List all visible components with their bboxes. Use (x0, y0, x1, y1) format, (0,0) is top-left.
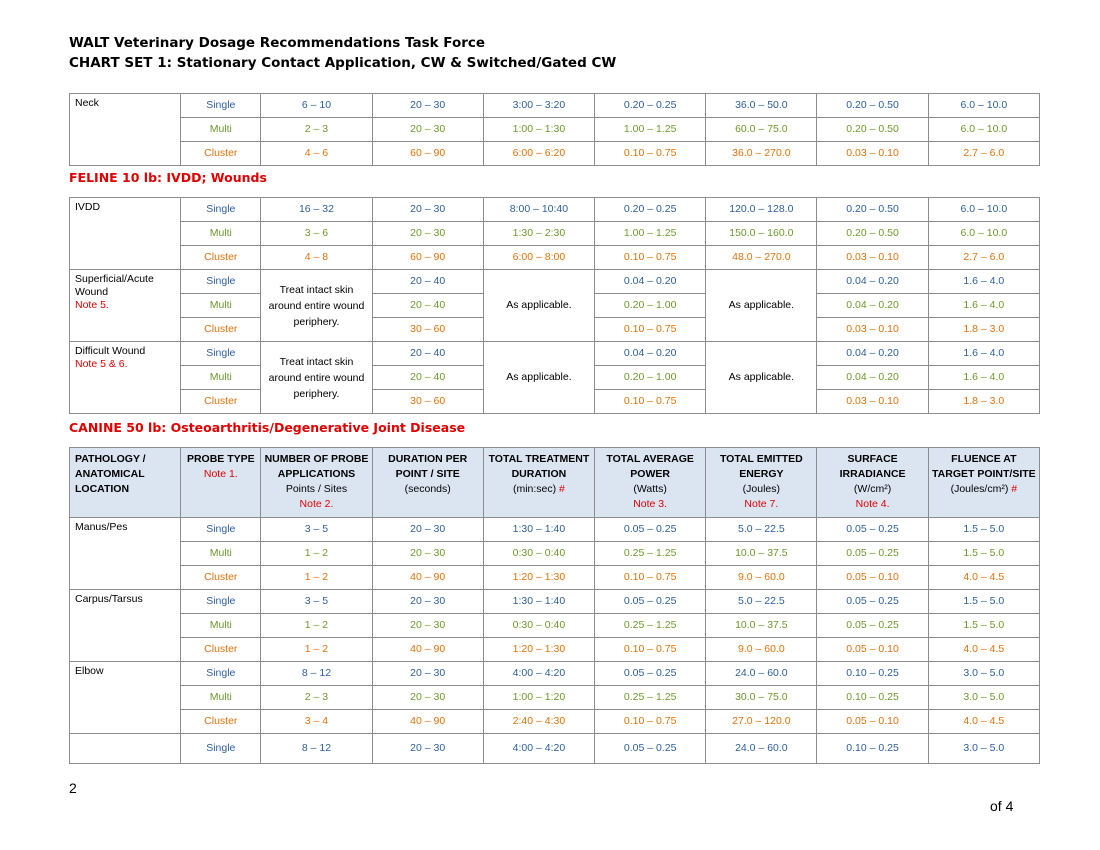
data-cell: 0.20 – 1.00 (595, 294, 706, 318)
table-header-row (70, 448, 1040, 518)
chart-set-title: CHART SET 1: Stationary Contact Application, CW & Switched/Gated CW (69, 55, 617, 71)
data-cell: 1:00 – 1:20 (483, 686, 594, 710)
pathology-label: Difficult Wound (75, 345, 146, 357)
data-cell: 1.5 – 5.0 (928, 518, 1039, 542)
header-label: PROBE TYPE (186, 453, 255, 465)
pathology-cell: Manus/Pes (70, 518, 181, 590)
data-cell: 1.6 – 4.0 (928, 366, 1039, 390)
data-cell: 5.0 – 22.5 (706, 518, 817, 542)
header-label: TOTAL EMITTED ENERGY (719, 453, 803, 480)
table-row (70, 710, 1040, 734)
data-cell: 1.6 – 4.0 (928, 342, 1039, 366)
data-cell: 0.03 – 0.10 (817, 246, 928, 270)
data-cell: 40 – 90 (372, 638, 483, 662)
probe-type-cell: Cluster (181, 390, 261, 414)
data-cell: 20 – 30 (372, 222, 483, 246)
data-cell: 0:30 – 0:40 (483, 614, 594, 638)
data-cell: 0.10 – 0.25 (817, 686, 928, 710)
data-cell: 9.0 – 60.0 (706, 638, 817, 662)
data-cell: 6.0 – 10.0 (928, 118, 1039, 142)
header-unit: (Joules) (742, 483, 781, 495)
data-cell: 0.10 – 0.75 (595, 566, 706, 590)
probe-type-cell: Cluster (181, 710, 261, 734)
pathology-note: Note 5 & 6. (75, 358, 128, 370)
table-row (70, 614, 1040, 638)
probe-type-cell: Multi (181, 118, 261, 142)
data-cell: 3 – 4 (261, 710, 372, 734)
data-cell: 3.0 – 5.0 (928, 686, 1039, 710)
header-emitted-energy (706, 448, 817, 518)
data-cell: 9.0 – 60.0 (706, 566, 817, 590)
probe-type-cell: Single (181, 342, 261, 366)
header-pathology: PATHOLOGY / ANATOMICAL LOCATION (70, 448, 181, 518)
data-cell: 1.5 – 5.0 (928, 614, 1039, 638)
header-note: Note 2. (299, 498, 334, 510)
data-cell: 1:20 – 1:30 (483, 566, 594, 590)
data-cell: 0.04 – 0.20 (595, 342, 706, 366)
header-note: Note 3. (633, 498, 668, 510)
data-cell: 10.0 – 37.5 (706, 614, 817, 638)
data-cell: 8 – 12 (261, 734, 372, 764)
header-unit: (Watts) (633, 483, 667, 495)
table-row (70, 342, 1040, 366)
data-cell: 0.20 – 0.50 (817, 118, 928, 142)
data-cell: 3.0 – 5.0 (928, 662, 1039, 686)
data-cell: 20 – 40 (372, 270, 483, 294)
data-cell: 36.0 – 50.0 (706, 94, 817, 118)
data-cell: 4 – 8 (261, 246, 372, 270)
table-row (70, 142, 1040, 166)
data-cell: 1.00 – 1.25 (595, 222, 706, 246)
pathology-cell (70, 342, 181, 414)
probe-type-cell: Multi (181, 222, 261, 246)
data-cell: 30 – 60 (372, 390, 483, 414)
header-label: SURFACE IRRADIANCE (839, 453, 906, 480)
data-cell: 20 – 30 (372, 614, 483, 638)
probe-type-cell: Single (181, 198, 261, 222)
probe-type-cell: Multi (181, 542, 261, 566)
page-header (69, 33, 616, 73)
data-cell: 0.04 – 0.20 (817, 294, 928, 318)
header-note: Note 7. (744, 498, 779, 510)
data-cell: 1 – 2 (261, 614, 372, 638)
data-cell: 0.03 – 0.10 (817, 318, 928, 342)
data-cell: 0.04 – 0.20 (595, 270, 706, 294)
data-cell: 6.0 – 10.0 (928, 198, 1039, 222)
header-probe-type (181, 448, 261, 518)
probe-type-cell: Cluster (181, 142, 261, 166)
page-of: of 4 (990, 798, 1014, 814)
data-cell: 20 – 30 (372, 94, 483, 118)
pathology-cell: Elbow (70, 662, 181, 734)
data-cell: 0.10 – 0.75 (595, 638, 706, 662)
data-cell: 3 – 6 (261, 222, 372, 246)
data-cell: 0.05 – 0.25 (595, 518, 706, 542)
data-cell: 0:30 – 0:40 (483, 542, 594, 566)
data-cell: 2:40 – 4:30 (483, 710, 594, 734)
data-cell: 0.20 – 0.25 (595, 94, 706, 118)
data-cell: 0.20 – 0.50 (817, 222, 928, 246)
data-cell: 1.8 – 3.0 (928, 390, 1039, 414)
data-cell: 5.0 – 22.5 (706, 590, 817, 614)
data-cell: 60.0 – 75.0 (706, 118, 817, 142)
data-cell: 1 – 2 (261, 542, 372, 566)
probe-type-cell: Multi (181, 686, 261, 710)
data-cell: 4.0 – 4.5 (928, 566, 1039, 590)
data-cell: 3 – 5 (261, 590, 372, 614)
table-row (70, 94, 1040, 118)
canine-table (69, 447, 1040, 764)
header-unit: (W/cm²) (853, 483, 892, 495)
data-cell: 0.10 – 0.25 (817, 662, 928, 686)
pathology-cell: Carpus/Tarsus (70, 590, 181, 662)
data-cell: 20 – 30 (372, 118, 483, 142)
data-cell: 1 – 2 (261, 566, 372, 590)
data-cell: 0.04 – 0.20 (817, 342, 928, 366)
pathology-cell: IVDD (70, 198, 181, 270)
data-cell: 1:30 – 1:40 (483, 518, 594, 542)
header-number-applications (261, 448, 372, 518)
table-row (70, 542, 1040, 566)
data-cell: 0.04 – 0.20 (817, 366, 928, 390)
data-cell: 0.10 – 0.75 (595, 390, 706, 414)
data-cell: 1:20 – 1:30 (483, 638, 594, 662)
data-cell: 6:00 – 6:20 (483, 142, 594, 166)
header-note: Note 1. (203, 468, 238, 480)
pathology-label: Superficial/Acute Wound (75, 273, 154, 298)
neck-table (69, 93, 1040, 166)
data-cell: 6 – 10 (261, 94, 372, 118)
header-irradiance (817, 448, 928, 518)
data-cell: 2 – 3 (261, 118, 372, 142)
header-unit: Points / Sites (285, 483, 348, 495)
data-cell: 0.10 – 0.75 (595, 710, 706, 734)
data-cell: 3 – 5 (261, 518, 372, 542)
probe-type-cell: Cluster (181, 638, 261, 662)
header-fluence (928, 448, 1039, 518)
treat-note-cell: Treat intact skin around entire wound periphery. (261, 342, 372, 414)
data-cell: 0.05 – 0.25 (817, 518, 928, 542)
page-number: 2 (69, 780, 77, 796)
probe-type-cell: Single (181, 94, 261, 118)
data-cell: 6.0 – 10.0 (928, 94, 1039, 118)
data-cell: 60 – 90 (372, 246, 483, 270)
data-cell: 0.25 – 1.25 (595, 542, 706, 566)
data-cell: 0.05 – 0.25 (595, 734, 706, 764)
data-cell: 0.10 – 0.75 (595, 246, 706, 270)
data-cell: 3:00 – 3:20 (483, 94, 594, 118)
probe-type-cell: Cluster (181, 318, 261, 342)
data-cell: 0.20 – 0.25 (595, 198, 706, 222)
data-cell: 0.10 – 0.75 (595, 318, 706, 342)
data-cell: 20 – 30 (372, 198, 483, 222)
as-applicable-cell: As applicable. (483, 342, 594, 414)
data-cell: 48.0 – 270.0 (706, 246, 817, 270)
data-cell: 20 – 30 (372, 518, 483, 542)
data-cell: 1:30 – 1:40 (483, 590, 594, 614)
data-cell: 0.25 – 1.25 (595, 614, 706, 638)
probe-type-cell: Cluster (181, 566, 261, 590)
table-row (70, 246, 1040, 270)
data-cell: 120.0 – 128.0 (706, 198, 817, 222)
data-cell: 24.0 – 60.0 (706, 734, 817, 764)
data-cell: 0.05 – 0.10 (817, 638, 928, 662)
data-cell: 150.0 – 160.0 (706, 222, 817, 246)
pathology-cell (70, 270, 181, 342)
data-cell: 36.0 – 270.0 (706, 142, 817, 166)
data-cell: 0.05 – 0.25 (595, 590, 706, 614)
data-cell: 30 – 60 (372, 318, 483, 342)
data-cell: 3.0 – 5.0 (928, 734, 1039, 764)
data-cell: 20 – 40 (372, 294, 483, 318)
feline-table (69, 197, 1040, 414)
data-cell: 1 – 2 (261, 638, 372, 662)
table-row (70, 270, 1040, 294)
header-note: # (559, 483, 565, 495)
data-cell: 4.0 – 4.5 (928, 638, 1039, 662)
data-cell: 20 – 40 (372, 366, 483, 390)
pathology-cell (70, 734, 181, 764)
header-note: Note 4. (855, 498, 890, 510)
data-cell: 10.0 – 37.5 (706, 542, 817, 566)
data-cell: 8:00 – 10:40 (483, 198, 594, 222)
canine-section-title: CANINE 50 lb: Osteoarthritis/Degenerative Joint Disease (69, 420, 466, 435)
data-cell: 20 – 30 (372, 734, 483, 764)
data-cell: 2 – 3 (261, 686, 372, 710)
data-cell: 0.05 – 0.25 (817, 590, 928, 614)
probe-type-cell: Single (181, 270, 261, 294)
probe-type-cell: Single (181, 662, 261, 686)
data-cell: 1.6 – 4.0 (928, 294, 1039, 318)
data-cell: 0.04 – 0.20 (817, 270, 928, 294)
document-title: WALT Veterinary Dosage Recommendations Task Force (69, 35, 486, 51)
data-cell: 1.00 – 1.25 (595, 118, 706, 142)
data-cell: 40 – 90 (372, 710, 483, 734)
data-cell: 0.25 – 1.25 (595, 686, 706, 710)
data-cell: 4 – 6 (261, 142, 372, 166)
data-cell: 1.5 – 5.0 (928, 542, 1039, 566)
data-cell: 0.20 – 1.00 (595, 366, 706, 390)
table-row (70, 566, 1040, 590)
table-row (70, 198, 1040, 222)
table-row (70, 118, 1040, 142)
data-cell: 16 – 32 (261, 198, 372, 222)
probe-type-cell: Multi (181, 294, 261, 318)
table-row (70, 686, 1040, 710)
as-applicable-cell: As applicable. (706, 342, 817, 414)
data-cell: 0.05 – 0.10 (817, 710, 928, 734)
header-total-duration (483, 448, 594, 518)
probe-type-cell: Single (181, 734, 261, 764)
header-label: DURATION PER POINT / SITE (388, 453, 468, 480)
data-cell: 4.0 – 4.5 (928, 710, 1039, 734)
header-label: TOTAL TREATMENT DURATION (488, 453, 590, 480)
data-cell: 0.20 – 0.50 (817, 94, 928, 118)
header-unit: (Joules/cm²) (950, 483, 1009, 495)
data-cell: 8 – 12 (261, 662, 372, 686)
data-cell: 0.03 – 0.10 (817, 142, 928, 166)
probe-type-cell: Multi (181, 614, 261, 638)
data-cell: 1.5 – 5.0 (928, 590, 1039, 614)
data-cell: 0.05 – 0.10 (817, 566, 928, 590)
feline-section-title: FELINE 10 lb: IVDD; Wounds (69, 170, 267, 185)
treat-note-cell: Treat intact skin around entire wound periphery. (261, 270, 372, 342)
data-cell: 2.7 – 6.0 (928, 246, 1039, 270)
as-applicable-cell: As applicable. (706, 270, 817, 342)
data-cell: 40 – 90 (372, 566, 483, 590)
table-row (70, 662, 1040, 686)
data-cell: 20 – 30 (372, 590, 483, 614)
data-cell: 20 – 30 (372, 542, 483, 566)
probe-type-cell: Multi (181, 366, 261, 390)
data-cell: 1.6 – 4.0 (928, 270, 1039, 294)
pathology-note: Note 5. (75, 299, 109, 311)
data-cell: 4:00 – 4:20 (483, 734, 594, 764)
data-cell: 4:00 – 4:20 (483, 662, 594, 686)
data-cell: 0.03 – 0.10 (817, 390, 928, 414)
data-cell: 1:00 – 1:30 (483, 118, 594, 142)
table-row (70, 638, 1040, 662)
data-cell: 0.05 – 0.25 (817, 542, 928, 566)
header-note: # (1011, 483, 1018, 495)
data-cell: 1.8 – 3.0 (928, 318, 1039, 342)
data-cell: 0.20 – 0.50 (817, 198, 928, 222)
data-cell: 20 – 30 (372, 686, 483, 710)
data-cell: 24.0 – 60.0 (706, 662, 817, 686)
data-cell: 0.05 – 0.25 (595, 662, 706, 686)
header-label: TOTAL AVERAGE POWER (606, 453, 694, 480)
table-row (70, 222, 1040, 246)
probe-type-cell: Cluster (181, 246, 261, 270)
header-duration (372, 448, 483, 518)
data-cell: 30.0 – 75.0 (706, 686, 817, 710)
header-unit: (min:sec) (512, 483, 557, 495)
table-row (70, 734, 1040, 764)
data-cell: 20 – 40 (372, 342, 483, 366)
data-cell: 60 – 90 (372, 142, 483, 166)
probe-type-cell: Single (181, 518, 261, 542)
header-unit: (seconds) (404, 483, 451, 495)
data-cell: 0.10 – 0.75 (595, 142, 706, 166)
header-label: NUMBER OF PROBE APPLICATIONS (264, 453, 369, 480)
data-cell: 2.7 – 6.0 (928, 142, 1039, 166)
probe-type-cell: Single (181, 590, 261, 614)
data-cell: 0.10 – 0.25 (817, 734, 928, 764)
data-cell: 20 – 30 (372, 662, 483, 686)
header-label: FLUENCE AT TARGET POINT/SITE (932, 453, 1036, 480)
table-row (70, 518, 1040, 542)
data-cell: 0.05 – 0.25 (817, 614, 928, 638)
data-cell: 27.0 – 120.0 (706, 710, 817, 734)
data-cell: 1:30 – 2:30 (483, 222, 594, 246)
data-cell: 6.0 – 10.0 (928, 222, 1039, 246)
data-cell: 6:00 – 8:00 (483, 246, 594, 270)
table-row (70, 590, 1040, 614)
header-average-power (595, 448, 706, 518)
pathology-cell: Neck (70, 94, 181, 166)
as-applicable-cell: As applicable. (483, 270, 594, 342)
